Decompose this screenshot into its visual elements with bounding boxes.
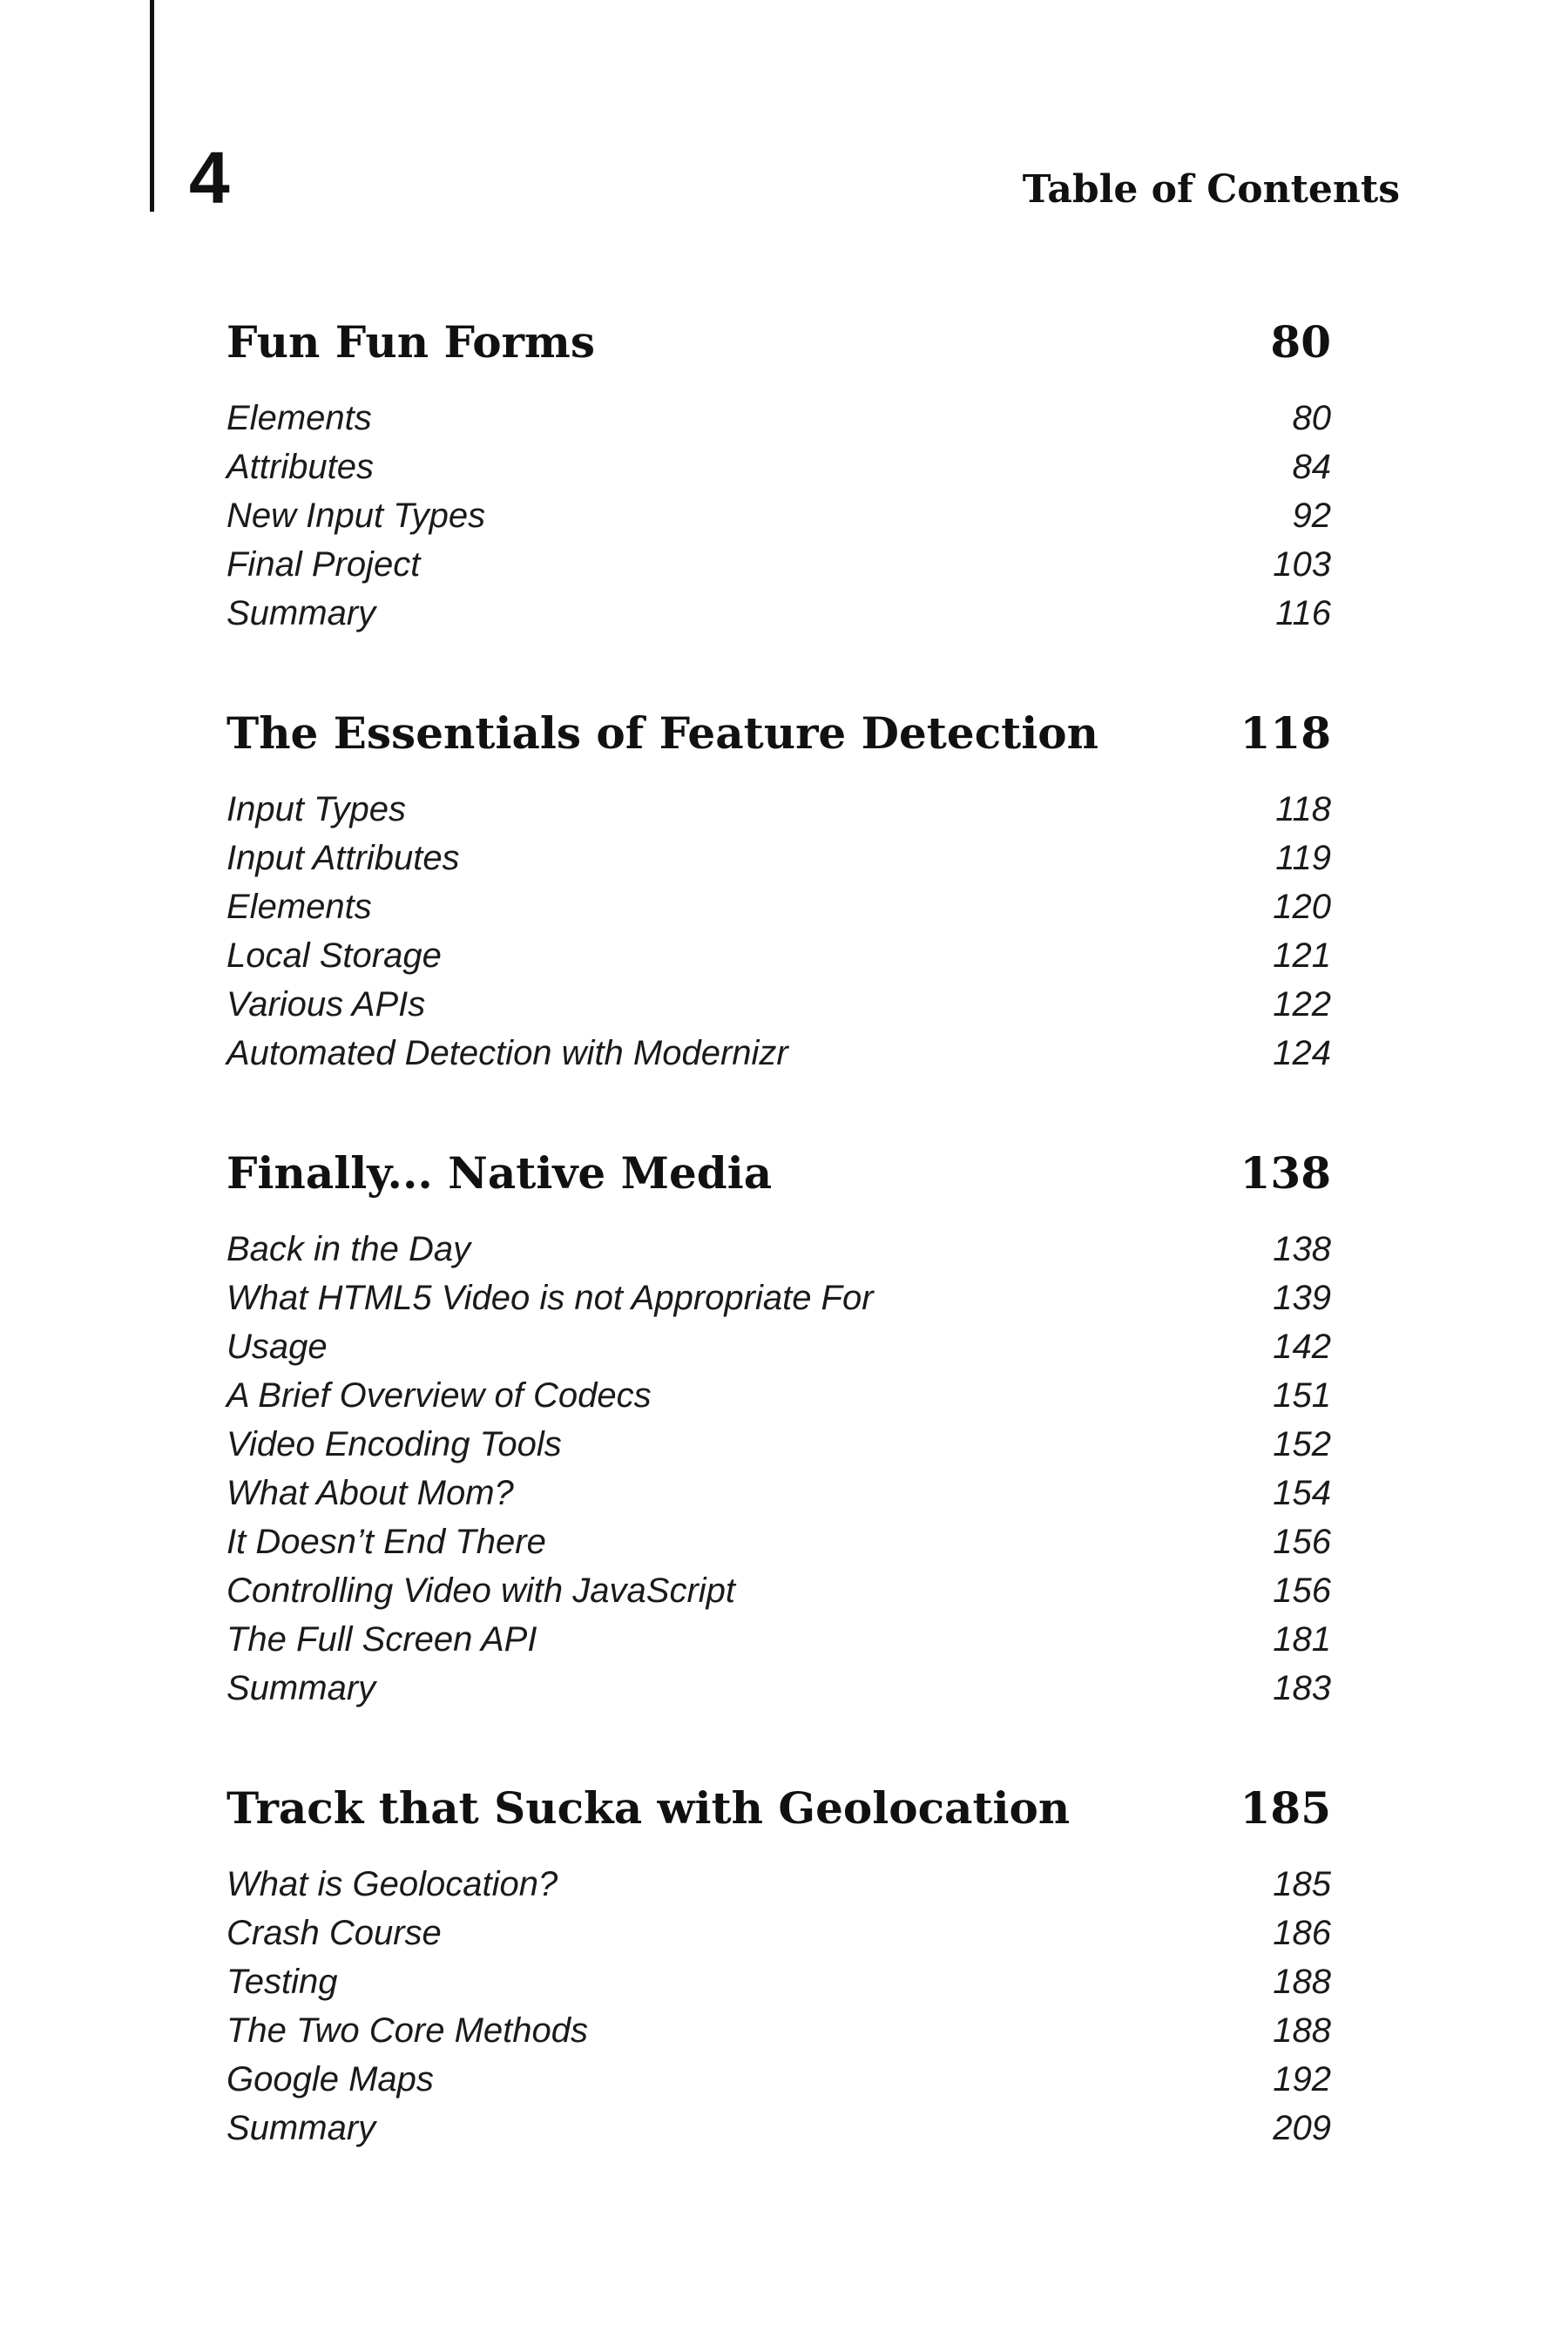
section-title: Automated Detection with Modernizr xyxy=(226,1034,788,1072)
section-title: New Input Types xyxy=(226,497,486,535)
toc-entry[interactable] xyxy=(226,2055,1331,2104)
page-edge-rule xyxy=(150,0,154,212)
section-title: Testing xyxy=(226,1963,338,2001)
toc-entry[interactable] xyxy=(226,1420,1331,1469)
section-title: Local Storage xyxy=(226,936,442,975)
toc-entry[interactable] xyxy=(226,1517,1331,1566)
toc-entry[interactable] xyxy=(226,2006,1331,2055)
section-page: 120 xyxy=(1273,888,1331,926)
toc-entry[interactable] xyxy=(226,1615,1331,1664)
toc-entry[interactable] xyxy=(226,980,1331,1029)
toc-entry[interactable] xyxy=(226,1371,1331,1420)
section-title: A Brief Overview of Codecs xyxy=(226,1376,652,1415)
toc-entry[interactable] xyxy=(226,1566,1331,1615)
toc-entry[interactable] xyxy=(226,1225,1331,1274)
toc-entry[interactable] xyxy=(226,1322,1331,1371)
section-page: 186 xyxy=(1273,1914,1331,1952)
section-page: 84 xyxy=(1292,448,1331,486)
section-page: 121 xyxy=(1273,936,1331,975)
section-page: 139 xyxy=(1273,1279,1331,1317)
section-page: 152 xyxy=(1273,1425,1331,1463)
section-page: 156 xyxy=(1273,1571,1331,1610)
section-page: 183 xyxy=(1273,1669,1331,1707)
chapter-heading[interactable] xyxy=(226,1780,1331,1837)
section-title: Input Attributes xyxy=(226,839,460,877)
section-title: Usage xyxy=(226,1328,328,1366)
section-title: The Full Screen API xyxy=(226,1620,537,1659)
section-title: What HTML5 Video is not Appropriate For xyxy=(226,1279,874,1317)
section-page: 188 xyxy=(1273,2011,1331,2050)
section-page: 192 xyxy=(1273,2060,1331,2099)
toc-entry[interactable] xyxy=(226,2104,1331,2153)
section-page: 118 xyxy=(1275,790,1331,828)
chapter-fun-fun-forms xyxy=(226,314,1331,638)
toc-entry[interactable] xyxy=(226,834,1331,882)
section-title: Final Project xyxy=(226,545,421,584)
section-title: Attributes xyxy=(226,448,374,486)
section-title: Google Maps xyxy=(226,2060,434,2099)
chapter-feature-detection xyxy=(226,705,1331,1078)
section-title: What About Mom? xyxy=(226,1474,514,1512)
section-title: Controlling Video with JavaScript xyxy=(226,1571,736,1610)
section-page: 80 xyxy=(1292,399,1331,437)
toc-entry[interactable] xyxy=(226,443,1331,491)
section-title: Summary xyxy=(226,1669,376,1707)
section-page: 151 xyxy=(1273,1376,1331,1415)
section-title: It Doesn’t End There xyxy=(226,1523,546,1561)
chapter-page: 80 xyxy=(1270,316,1331,368)
chapter-title: Track that Sucka with Geolocation xyxy=(226,1782,1071,1834)
chapter-heading[interactable] xyxy=(226,1145,1331,1202)
toc-entry[interactable] xyxy=(226,1029,1331,1078)
toc-entry[interactable] xyxy=(226,1469,1331,1517)
toc-entry[interactable] xyxy=(226,394,1331,443)
section-title: Input Types xyxy=(226,790,407,828)
section-title: Back in the Day xyxy=(226,1230,471,1268)
toc-entry[interactable] xyxy=(226,882,1331,931)
chapter-page: 118 xyxy=(1240,707,1331,759)
toc-entry[interactable] xyxy=(226,1860,1331,1909)
section-page: 116 xyxy=(1275,594,1331,632)
toc-entry[interactable] xyxy=(226,931,1331,980)
section-title: Elements xyxy=(226,399,372,437)
toc-entry[interactable] xyxy=(226,785,1331,834)
section-title: Summary xyxy=(226,594,376,632)
page-number: 4 xyxy=(189,137,230,219)
running-title: Table of Contents xyxy=(1022,167,1400,212)
section-title: Summary xyxy=(226,2109,376,2147)
toc-entry[interactable] xyxy=(226,1909,1331,1957)
section-page: 154 xyxy=(1273,1474,1331,1512)
chapter-page: 185 xyxy=(1240,1782,1331,1834)
table-of-contents xyxy=(226,314,1331,2220)
section-title: Crash Course xyxy=(226,1914,442,1952)
section-page: 124 xyxy=(1273,1034,1331,1072)
toc-entry[interactable] xyxy=(226,589,1331,638)
toc-entry[interactable] xyxy=(226,1664,1331,1713)
chapter-title: Fun Fun Forms xyxy=(226,316,595,368)
section-page: 185 xyxy=(1273,1865,1331,1903)
section-page: 122 xyxy=(1273,985,1331,1024)
section-page: 156 xyxy=(1273,1523,1331,1561)
section-page: 188 xyxy=(1273,1963,1331,2001)
chapter-page: 138 xyxy=(1240,1147,1331,1199)
chapter-title: The Essentials of Feature Detection xyxy=(226,707,1098,759)
section-title: Elements xyxy=(226,888,372,926)
section-page: 181 xyxy=(1273,1620,1331,1659)
section-title: The Two Core Methods xyxy=(226,2011,588,2050)
section-page: 103 xyxy=(1273,545,1331,584)
section-title: Video Encoding Tools xyxy=(226,1425,562,1463)
section-page: 119 xyxy=(1275,839,1331,877)
chapter-geolocation xyxy=(226,1780,1331,2153)
toc-entry[interactable] xyxy=(226,491,1331,540)
section-title: Various APIs xyxy=(226,985,426,1024)
section-title: What is Geolocation? xyxy=(226,1865,558,1903)
section-page: 92 xyxy=(1292,497,1331,535)
chapter-heading[interactable] xyxy=(226,705,1331,762)
chapter-heading[interactable] xyxy=(226,314,1331,371)
chapter-title: Finally... Native Media xyxy=(226,1147,773,1199)
section-page: 138 xyxy=(1273,1230,1331,1268)
section-page: 142 xyxy=(1273,1328,1331,1366)
chapter-native-media xyxy=(226,1145,1331,1713)
toc-entry[interactable] xyxy=(226,1957,1331,2006)
toc-entry[interactable] xyxy=(226,540,1331,589)
toc-entry[interactable] xyxy=(226,1274,1331,1322)
section-page: 209 xyxy=(1273,2109,1331,2147)
